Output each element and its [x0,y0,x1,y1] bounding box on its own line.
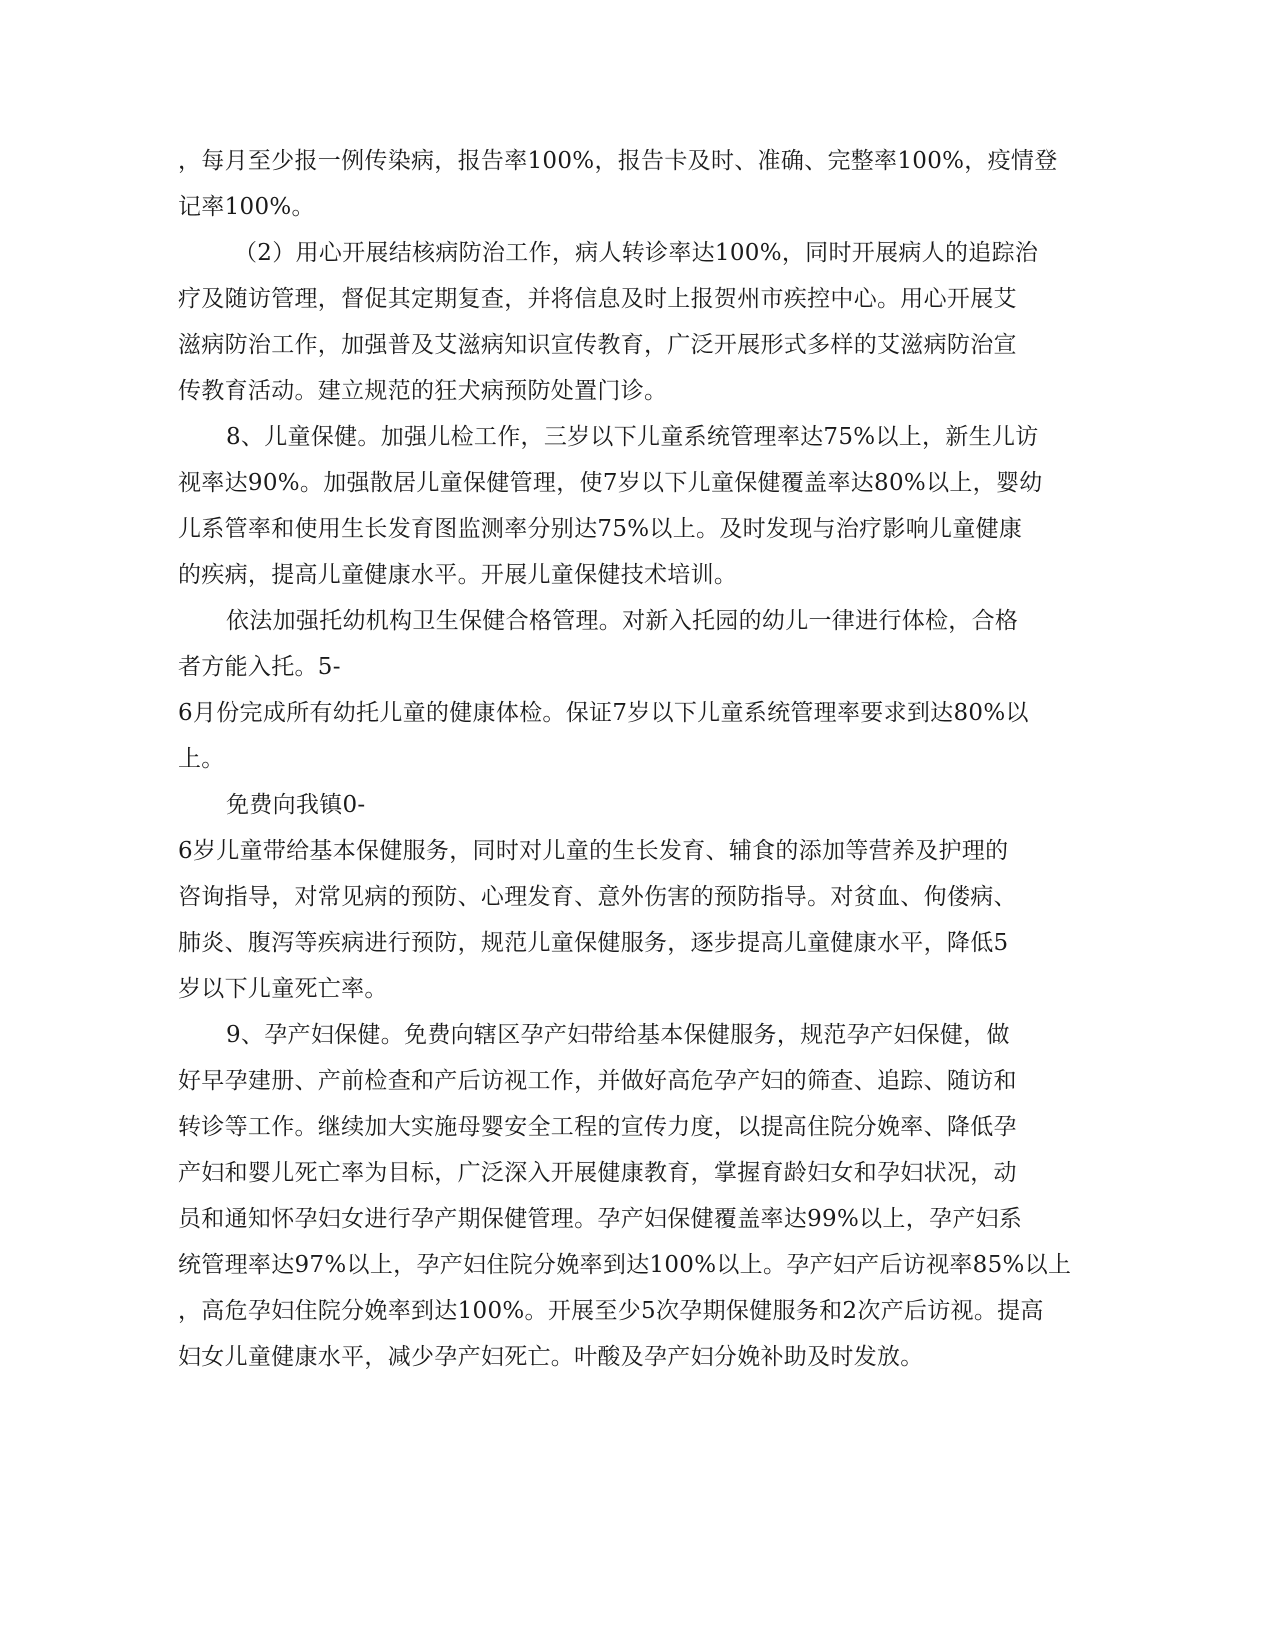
text-line: 产妇和婴儿死亡率为目标，广泛深入开展健康教育，掌握育龄妇女和孕妇状况，动 [178,1160,1017,1186]
text-line: 记率100%。 [178,194,315,220]
document-body [178,138,1072,1380]
text-line: 的疾病，提高儿童健康水平。开展儿童保健技术培训。 [178,562,738,588]
text-line: 肺炎、腹泻等疾病进行预防，规范儿童保健服务，逐步提高儿童健康水平，降低5 [178,930,1009,956]
text-line: 上。 [178,746,225,772]
text-line: 视率达90%。加强散居儿童保健管理，使7岁以下儿童保健覆盖率达80%以上，婴幼 [178,470,1043,496]
text-line: 6月份完成所有幼托儿童的健康体检。保证7岁以下儿童系统管理率要求到达80%以 [178,700,1029,726]
text-line: 统管理率达97%以上，孕产妇住院分娩率到达100%以上。孕产妇产后访视率85%以上 [178,1252,1072,1278]
text-line: 传教育活动。建立规范的狂犬病预防处置门诊。 [178,378,668,404]
text-line: 者方能入托。5- [178,654,341,680]
text-line: ，每月至少报一例传染病，报告率100%，报告卡及时、准确、完整率100%，疫情登 [178,148,1058,174]
paragraph-start-line: 8、儿童保健。加强儿检工作，三岁以下儿童系统管理率达75%以上，新生儿访 [226,424,1039,450]
paragraph-start-line: 免费向我镇0- [226,792,366,818]
text-line: 岁以下儿童死亡率。 [178,976,388,1002]
text-line: 6岁儿童带给基本保健服务，同时对儿童的生长发育、辅食的添加等营养及护理的 [178,838,1009,864]
text-line: 疗及随访管理，督促其定期复查，并将信息及时上报贺州市疾控中心。用心开展艾 [178,286,1017,312]
text-line: ，高危孕妇住院分娩率到达100%。开展至少5次孕期保健服务和2次产后访视。提高 [178,1298,1044,1324]
text-line: 儿系管率和使用生长发育图监测率分别达75%以上。及时发现与治疗影响儿童健康 [178,516,1023,542]
text-line: 员和通知怀孕妇女进行孕产期保健管理。孕产妇保健覆盖率达99%以上，孕产妇系 [178,1206,1023,1232]
text-line: 妇女儿童健康水平，减少孕产妇死亡。叶酸及孕产妇分娩补助及时发放。 [178,1344,924,1370]
text-line: 好早孕建册、产前检查和产后访视工作，并做好高危孕产妇的筛查、追踪、随访和 [178,1068,1017,1094]
text-line: 滋病防治工作，加强普及艾滋病知识宣传教育，广泛开展形式多样的艾滋病防治宣 [178,332,1017,358]
text-line: 咨询指导，对常见病的预防、心理发育、意外伤害的预防指导。对贫血、佝偻病、 [178,884,1017,910]
paragraph-start-line: 9、孕产妇保健。免费向辖区孕产妇带给基本保健服务，规范孕产妇保健，做 [226,1022,1010,1048]
text-line: 转诊等工作。继续加大实施母婴安全工程的宣传力度，以提高住院分娩率、降低孕 [178,1114,1017,1140]
paragraph-start-line: （2）用心开展结核病防治工作，病人转诊率达100%，同时开展病人的追踪治 [234,240,1039,266]
paragraph-start-line: 依法加强托幼机构卫生保健合格管理。对新入托园的幼儿一律进行体检，合格 [226,608,1019,634]
